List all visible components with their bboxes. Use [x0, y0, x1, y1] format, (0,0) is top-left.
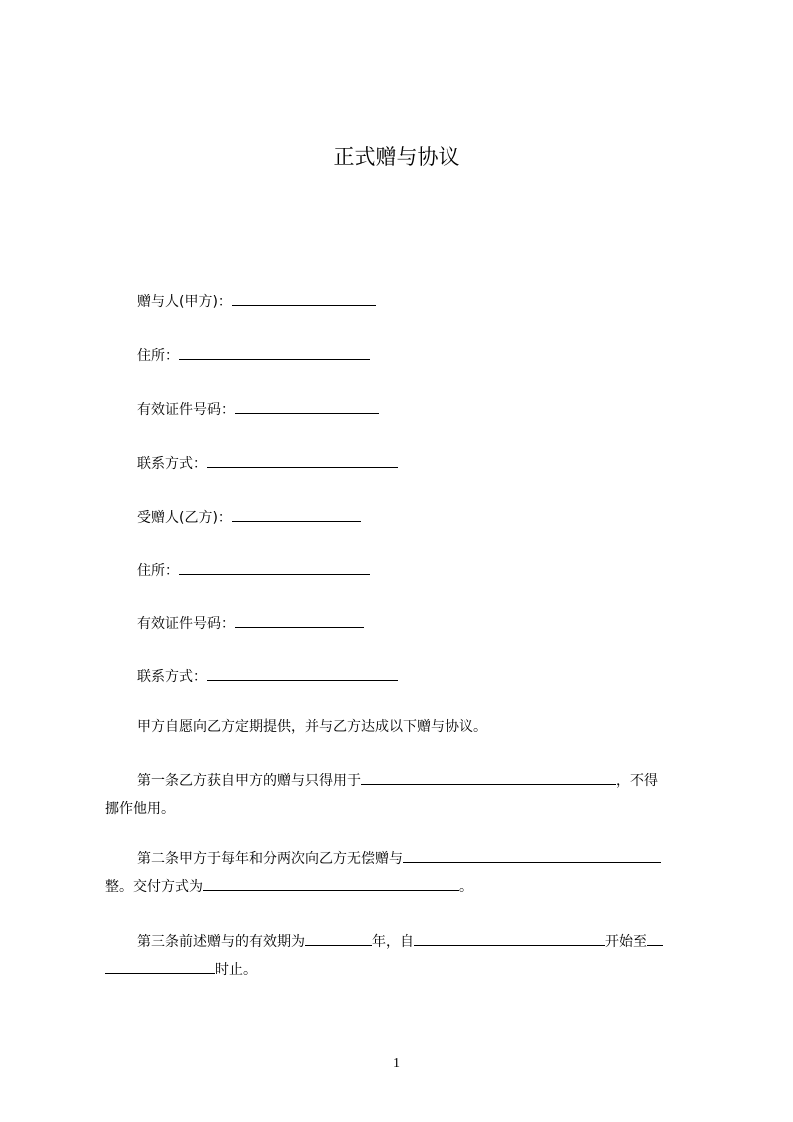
donor-name-line: [137, 290, 376, 312]
article-3-line-2: [105, 956, 705, 984]
recipient-id-line: [137, 612, 364, 634]
article-3-end-blank-start: [647, 930, 663, 946]
article-3-text-4: 时止。: [215, 962, 257, 978]
article-1-text-1: 第一条乙方获自甲方的赠与只得用于: [137, 773, 361, 789]
article-2-line-2: [105, 873, 705, 901]
donor-address-line: [137, 344, 370, 366]
recipient-address-blank: [179, 559, 370, 575]
article-3-line-1: [105, 928, 705, 956]
recipient-address-line: [137, 559, 370, 581]
donor-name-blank: [232, 290, 376, 306]
article-2-text-3: 。: [459, 879, 473, 895]
recipient-name-label: 受赠人(乙方)：: [137, 510, 232, 526]
recipient-contact-label: 联系方式：: [137, 669, 207, 685]
article-2-method-blank: [203, 875, 459, 891]
article-1-blank: [361, 769, 616, 785]
page-number: 1: [393, 1056, 400, 1071]
article-1-text-2: ，不得: [616, 773, 658, 789]
article-3-text-2: 年，自: [372, 934, 414, 950]
article-2-text-2: 整。交付方式为: [105, 879, 203, 895]
article-3-text-3: 开始至: [605, 934, 647, 950]
article-3-end-blank: [105, 958, 215, 974]
donor-address-blank: [179, 344, 370, 360]
article-3-text-1: 第三条前述赠与的有效期为: [137, 934, 305, 950]
recipient-id-label: 有效证件号码：: [137, 616, 235, 632]
article-3: [105, 928, 705, 984]
donor-id-blank: [235, 398, 379, 414]
donor-address-label: 住所：: [137, 348, 179, 364]
donor-id-line: [137, 398, 379, 420]
donor-id-label: 有效证件号码：: [137, 402, 235, 418]
intro-paragraph: 甲方自愿向乙方定期提供，并与乙方达成以下赠与协议。: [137, 719, 487, 735]
donor-contact-line: [137, 452, 398, 474]
article-1: [105, 767, 705, 823]
document-title: 正式赠与协议: [333, 145, 460, 169]
article-1-line-1: [105, 767, 705, 795]
recipient-contact-blank: [207, 665, 398, 681]
article-2-line-1: [105, 845, 705, 873]
recipient-name-line: [137, 506, 361, 528]
donor-name-label: 赠与人(甲方)：: [137, 294, 232, 310]
donor-contact-blank: [207, 452, 398, 468]
recipient-name-blank: [232, 506, 361, 522]
article-3-start-blank: [414, 930, 605, 946]
recipient-address-label: 住所：: [137, 563, 179, 579]
article-2-text-1: 第二条甲方于每年和分两次向乙方无偿赠与: [137, 851, 403, 867]
donor-contact-label: 联系方式：: [137, 456, 207, 472]
recipient-id-blank: [235, 612, 364, 628]
recipient-contact-line: [137, 665, 398, 687]
article-1-line-2: 挪作他用。: [105, 801, 175, 817]
article-3-years-blank: [305, 930, 372, 946]
article-2: [105, 845, 705, 901]
article-2-amount-blank: [403, 847, 661, 863]
